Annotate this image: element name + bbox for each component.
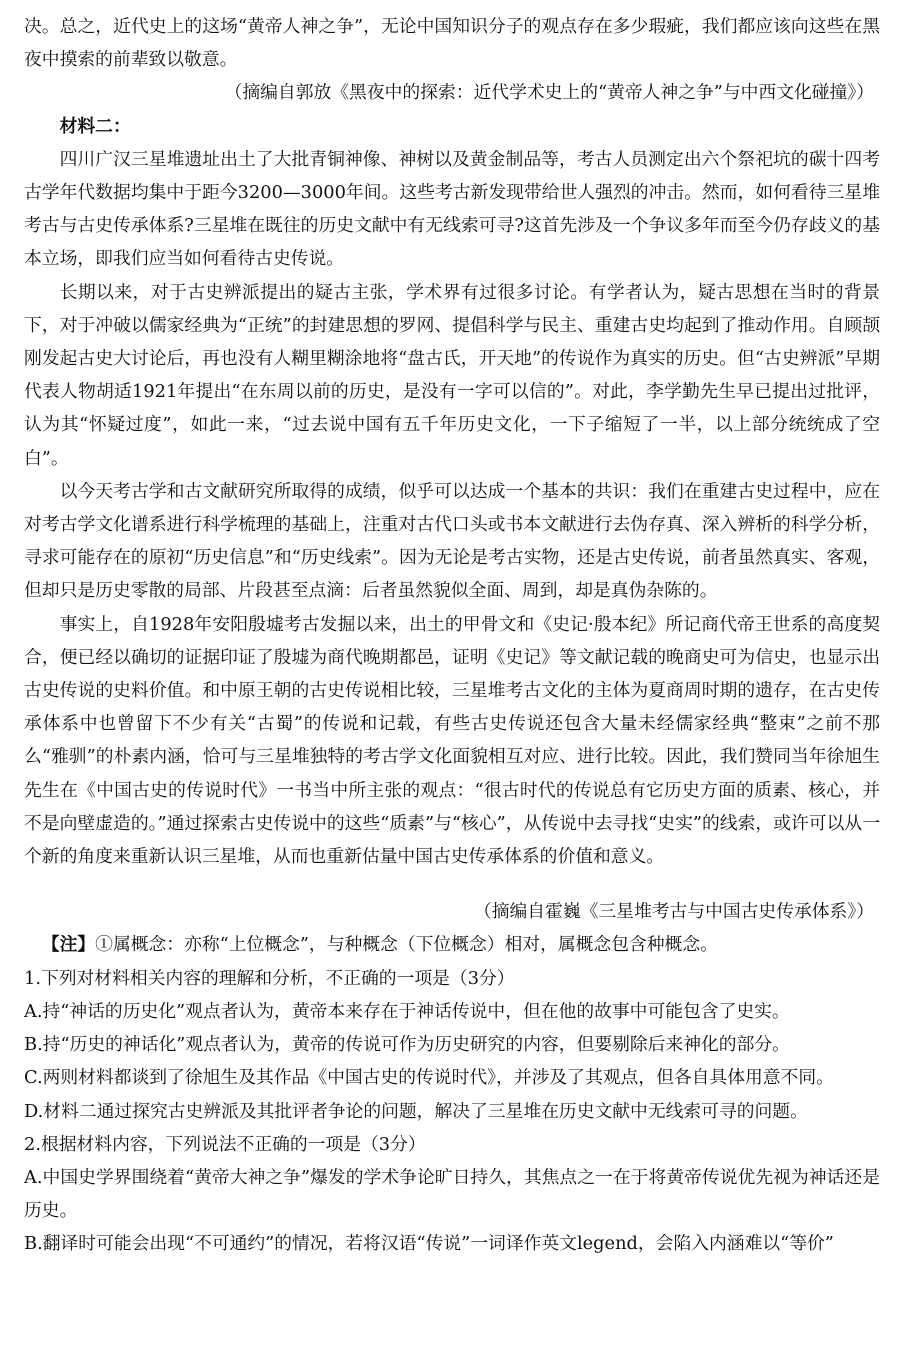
footnote-label: 【注】 — [41, 934, 96, 956]
question-option: B.翻译时可能会出现“不可通约”的情况，若将汉语“传说”一词译作英文legend，会陷入内涵难以“等价” — [24, 1233, 834, 1255]
exam-page — [24, 10, 880, 1261]
material-two-paragraph: 四川广汉三星堆遗址出土了大批青铜神像、神树以及黄金制品等，考古人员测定出六个祭祀坑的碳十四考古学年代数据均集中于距今3200—3000年间。这些考古新发现带给世人强烈的冲击。然而，如何看待三星堆考古与古史传承体系?三星堆在既往的历史文献中有无线索可寻?这首先涉及一个争议多年而至今仍存歧义的基本立场，即我们应当如何看待古史传说。 — [24, 148, 880, 270]
question-stem: 1.下列对材料相关内容的理解和分析，不正确的一项是（3分） — [24, 967, 515, 989]
question-option: A.中国史学界围绕着“黄帝大神之争”爆发的学术争论旷日持久，其焦点之一在于将黄帝传说优先视为神话还是历史。 — [24, 1166, 880, 1222]
material-two-paragraph: 长期以来，对于古史辨派提出的疑古主张，学术界有过很多讨论。有学者认为，疑古思想在当时的背景下，对于冲破以儒家经典为“正统”的封建思想的罗网、提倡科学与民主、重建古史均起到了推动作用。自顾颉刚发起古史大讨论后，再也没有人糊里糊涂地将“盘古氏，开天地”的传说作为真实的历史。但“古史辨派”早期代表人物胡适1921年提出“在东周以前的历史，是没有一字可以信的”。对此，李学勤先生早已提出过批评，认为其“怀疑过度”，如此一来，“过去说中国有五千年历史文化，一下子缩短了一半，以上部分统统成了空白”。 — [24, 281, 880, 469]
question-stem: 2.根据材料内容，下列说法不正确的一项是（3分） — [24, 1133, 426, 1155]
material-two-paragraph: 事实上，自1928年安阳殷墟考古发掘以来，出土的甲骨文和《史记·殷本纪》所记商代帝王世系的高度契合，便已经以确切的证据印证了殷墟为商代晚期都邑，证明《史记》等文献记载的晚商史可为信史，也显示出古史传说的史料价值。和中原王朝的古史传说相比较，三星堆考古文化的主体为夏商周时期的遗存，在古史传承体系中也曾留下不少有关“古蜀”的传说和记载，有些古史传说还包含大量未经儒家经典“整束”之前不那么“雅驯”的朴素内涵，恰可与三星堆独特的考古学文化面貌相互对应、进行比较。因此，我们赞同当年徐旭生先生在《中国古史的传说时代》一书当中所主张的观点：“很古时代的传说总有它历史方面的质素、核心，并不是向壁虚造的。”通过探索古史传说中的这些“质素”与“核心”，从传说中去寻找“史实”的线索，或许可以从一个新的角度来重新认识三星堆，从而也重新估量中国古史传承体系的价值和意义。 — [24, 613, 880, 868]
question-option: D.材料二通过探究古史辨派及其批评者争论的问题，解决了三星堆在历史文献中无线索可寻的问题。 — [24, 1100, 808, 1122]
material-one-source: （摘编自郭放《黑夜中的探索：近代学术史上的“黄帝人神之争”与中西文化碰撞》） — [224, 82, 874, 104]
question-option: A.持“神话的历史化”观点者认为，黄帝本来存在于神话传说中，但在他的故事中可能包含了史实。 — [24, 1000, 790, 1022]
question-option: B.持“历史的神话化”观点者认为，黄帝的传说可作为历史研究的内容，但要剔除后来神化的部分。 — [24, 1034, 790, 1056]
material-one-tail: 决。总之，近代史上的这场“黄帝人神之争”，无论中国知识分子的观点存在多少瑕疵，我们都应该向这些在黑夜中摸索的前辈致以敬意。 — [24, 16, 880, 71]
material-two-heading: 材料二： — [59, 115, 131, 137]
footnote-text: ①属概念：亦称“上位概念”，与种概念（下位概念）相对，属概念包含种概念。 — [95, 934, 718, 956]
question-option: C.两则材料都谈到了徐旭生及其作品《中国古史的传说时代》，并涉及了其观点，但各自具体用意不同。 — [24, 1067, 834, 1089]
material-two-source: （摘编自霍巍《三星堆考古与中国古史传承体系》） — [473, 901, 874, 923]
footnote — [24, 928, 880, 961]
material-two-paragraph: 以今天考古学和古文献研究所取得的成绩，似乎可以达成一个基本的共识：我们在重建古史过程中，应在对考古学文化谱系进行科学梳理的基础上，注重对古代口头或书本文献进行去伪存真、深入辨析的科学分析，寻求可能存在的原初“历史信息”和“历史线索”。因为无论是考古实物，还是古史传说，前者虽然真实、客观，但却只是历史零散的局部、片段甚至点滴：后者虽然貌似全面、周到，却是真伪杂陈的。 — [24, 480, 880, 602]
